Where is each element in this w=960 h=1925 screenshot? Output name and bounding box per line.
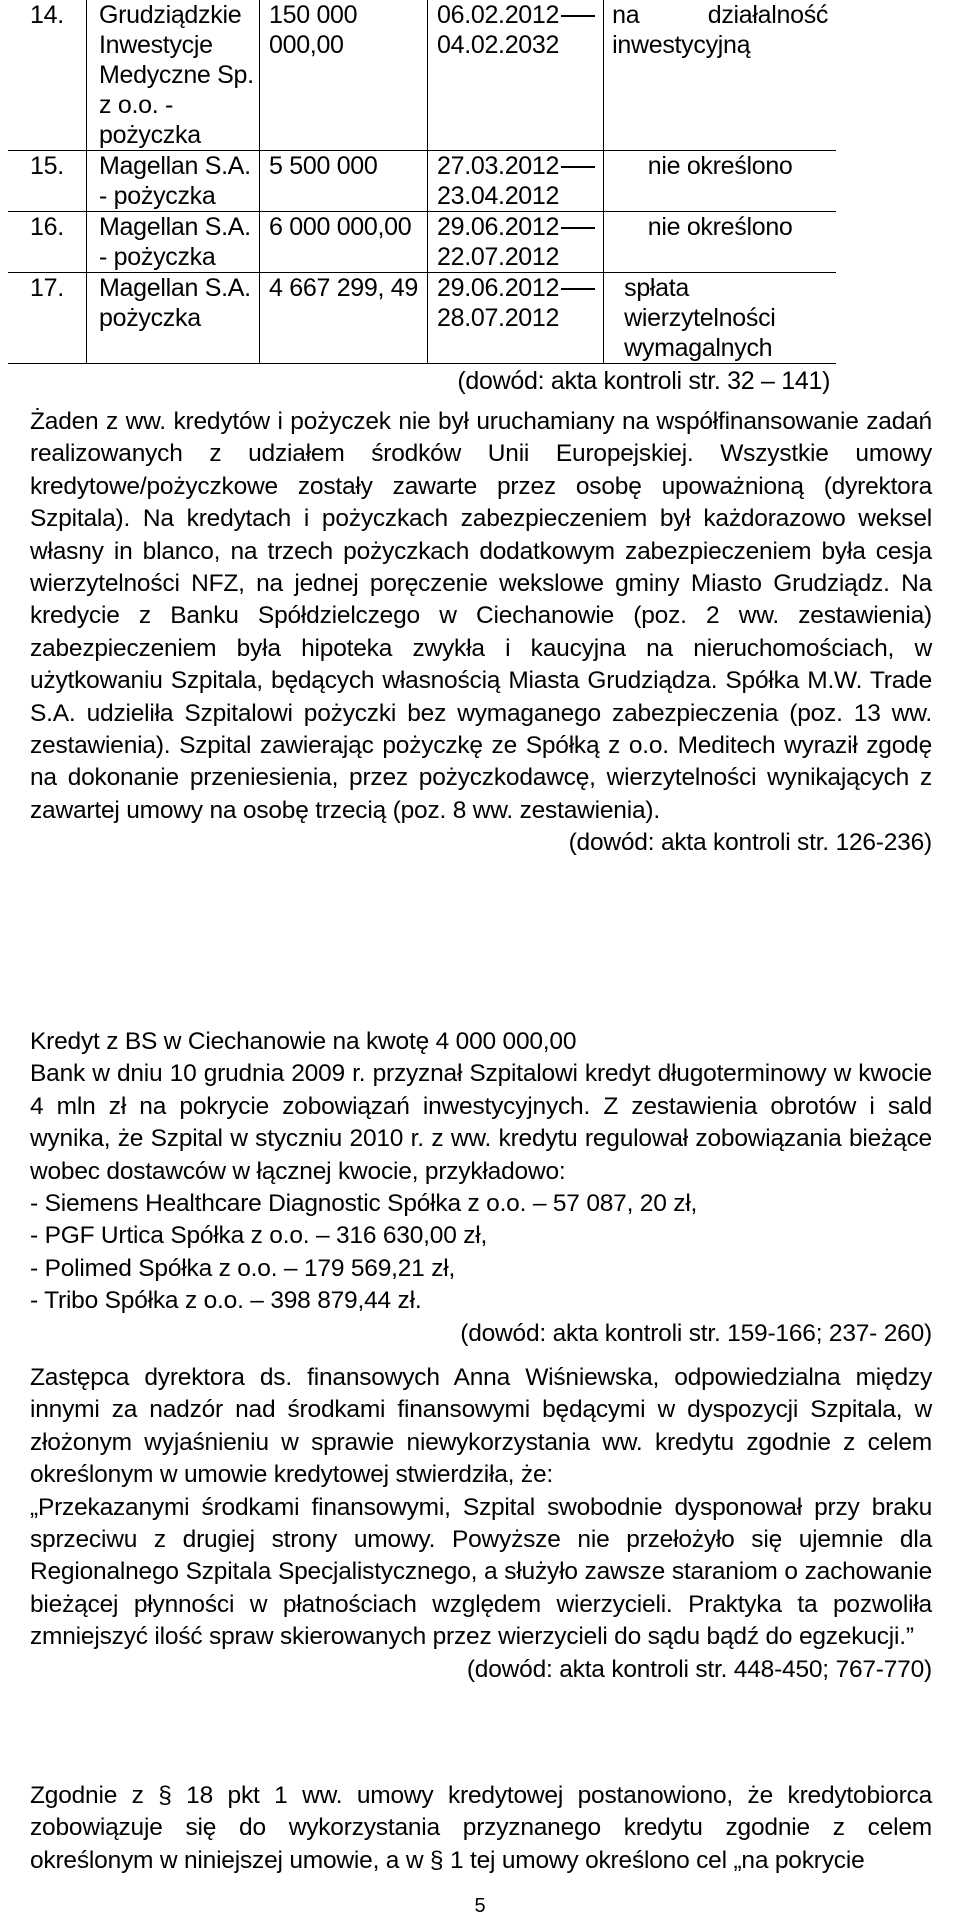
- loan-amount: 6 000 000,00: [260, 212, 428, 273]
- paragraph-agreement: [30, 1780, 932, 1877]
- dash-mark: [561, 15, 595, 17]
- dash-mark: [561, 166, 595, 168]
- date-from: 29.06.2012: [437, 274, 560, 302]
- loan-dates: [428, 151, 560, 212]
- loan-amount: 150 000 000,00: [260, 0, 428, 151]
- row-number: 16.: [8, 212, 87, 273]
- dash-cell: [559, 0, 604, 151]
- date-from: 29.06.2012: [437, 213, 560, 241]
- page-number: 5: [474, 1895, 486, 1917]
- paragraph-text: Zgodnie z § 18 pkt 1 ww. umowy kredytowej postanowiono, że kredytobiorca zobowiązuje się do wykorzystania przyznanego kredytu zgodnie z celem określonym w niniejszej umowie, a w § 1 tej umowy określono cel „na pokrycie: [30, 1782, 932, 1874]
- loan-purpose: [604, 212, 837, 273]
- date-from: 27.03.2012: [437, 152, 560, 180]
- date-to: 04.02.2032: [437, 31, 560, 59]
- loan-dates: [428, 212, 560, 273]
- table-row: [8, 0, 836, 151]
- date-to: 28.07.2012: [437, 304, 560, 332]
- list-item: - Polimed Spółka z o.o. – 179 569,21 zł,: [30, 1254, 456, 1282]
- lender-name: Magellan S.A. - pożyczka: [87, 151, 260, 212]
- loan-purpose-text: nie określono: [647, 152, 793, 180]
- evidence-reference: (dowód: akta kontroli str. 448-450; 767-770): [466, 1655, 932, 1683]
- loan-purpose: [604, 273, 837, 364]
- table-evidence: (dowód: akta kontroli str. 32 – 141): [457, 367, 831, 395]
- list-item: - Siemens Healthcare Diagnostic Spółka z o.o. – 57 087, 20 zł,: [30, 1190, 698, 1218]
- list-item: - Tribo Spółka z o.o. – 398 879,44 zł.: [30, 1287, 422, 1315]
- loan-purpose: [604, 0, 837, 151]
- section-heading: Kredyt z BS w Ciechanowie na kwotę 4 000 000,00: [30, 1028, 577, 1055]
- lender-name: Magellan S.A. - pożyczka: [87, 212, 260, 273]
- paragraph-bs-credit: [30, 1026, 932, 1350]
- dash-mark: [561, 288, 595, 290]
- paragraph-text: Bank w dniu 10 grudnia 2009 r. przyznał Szpitalowi kredyt długoterminowy w kwocie 4 mln zł na pokrycie zobowiązań inwestycyjnych. Z zestawienia obrotów i sald wynika, że Szpital w styczniu 2010 r. z ww. kredytu regulował zobowiązania bieżące wobec dostawców w łącznej kwocie, przykładowo:: [30, 1060, 932, 1185]
- row-number: 15.: [8, 151, 87, 212]
- dash-mark: [561, 227, 595, 229]
- loan-purpose-text: spłata wierzytelności wymagalnych: [624, 274, 776, 362]
- loan-purpose: [604, 151, 837, 212]
- row-number: 17.: [8, 273, 87, 364]
- lender-name: Grudziądzkie Inwestycje Medyczne Sp. z o.o. - pożyczka: [87, 0, 260, 151]
- loan-purpose-text: nie określono: [647, 213, 793, 241]
- quoted-statement: „Przekazanymi środkami finansowymi, Szpital swobodnie dysponował przy braku sprzeciwu z drugiej strony umowy. Powyższe nie przełożyło się ujemnie dla Regionalnego Szpitala Specjalistycznego, a służyło zawsze staraniom o zachowanie bieżącej płynności w płatnościach względem wierzycieli. Praktyka ta pozwoliła zmniejszyć ilość spraw skierowanych przez wierzycieli do sądu bądź do egzekucji.”: [30, 1493, 932, 1651]
- paragraph-loans-summary: [30, 406, 932, 860]
- loan-dates: [428, 0, 560, 151]
- loan-purpose-text: na działalność inwestycyjną: [612, 1, 829, 59]
- date-to: 23.04.2012: [437, 182, 560, 210]
- row-number: 14.: [8, 0, 87, 151]
- date-from: 06.02.2012: [437, 1, 560, 29]
- loan-table: [8, 0, 836, 396]
- paragraph-text: Zastępca dyrektora ds. finansowych Anna Wiśniewska, odpowiedzialna między innymi za nadzór nad środkami finansowymi będącymi w dyspozycji Szpitala, w złożonym wyjaśnieniu w sprawie niewykorzystania ww. kredytu zgodnie z celem określonym w umowie kredytowej stwierdziła, że:: [30, 1364, 932, 1489]
- table-row: [8, 151, 836, 212]
- dash-cell: [559, 151, 604, 212]
- loan-amount: 4 667 299, 49: [260, 273, 428, 364]
- table-evidence-row: [8, 364, 836, 397]
- list-item: - PGF Urtica Spółka z o.o. – 316 630,00 zł,: [30, 1222, 488, 1250]
- dash-cell: [559, 273, 604, 364]
- lender-name: Magellan S.A. pożyczka: [87, 273, 260, 364]
- loan-dates: [428, 273, 560, 364]
- loan-amount: 5 500 000: [260, 151, 428, 212]
- date-to: 22.07.2012: [437, 243, 560, 271]
- paragraph-explanation: [30, 1362, 932, 1686]
- evidence-reference: (dowód: akta kontroli str. 159-166; 237- 260): [460, 1319, 932, 1347]
- paragraph-text: Żaden z ww. kredytów i pożyczek nie był uruchamiany na współfinansowanie zadań realizowanych z udziałem środków Unii Europejskiej. Wszystkie umowy kredytowe/pożyczkowe zostały zawarte przez osobę upoważnioną (dyrektora Szpitala). Na kredytach i pożyczkach zabezpieczeniem był każdorazowo weksel własny in blanco, na trzech pożyczkach dodatkowym zabezpieczeniem była cesja wierzytelności NFZ, na jednej poręczenie wekslowe gminy Miasto Grudziądz. Na kredycie z Banku Spółdzielczego w Ciechanowie (poz. 2 ww. zestawienia) zabezpieczeniem była hipoteka zwykła i kaucyjna na nieruchomościach, w użytkowaniu Szpitala, będących własnością Miasta Grudziądza. Spółka M.W. Trade S.A. udzieliła Szpitalowi pożyczki bez wymaganego zabezpieczenia (poz. 13 ww. zestawienia). Szpital zawierając pożyczkę ze Spółką z o.o. Meditech wyraził zgodę na dokonanie przeniesienia, przez pożyczkodawcę, wierzytelności wynikających z zawartej umowy na osobę trzecią (poz. 8 ww. zestawienia).: [30, 408, 932, 824]
- evidence-reference: (dowód: akta kontroli str. 126-236): [568, 829, 932, 857]
- table-row: [8, 273, 836, 364]
- table-row: [8, 212, 836, 273]
- dash-cell: [559, 212, 604, 273]
